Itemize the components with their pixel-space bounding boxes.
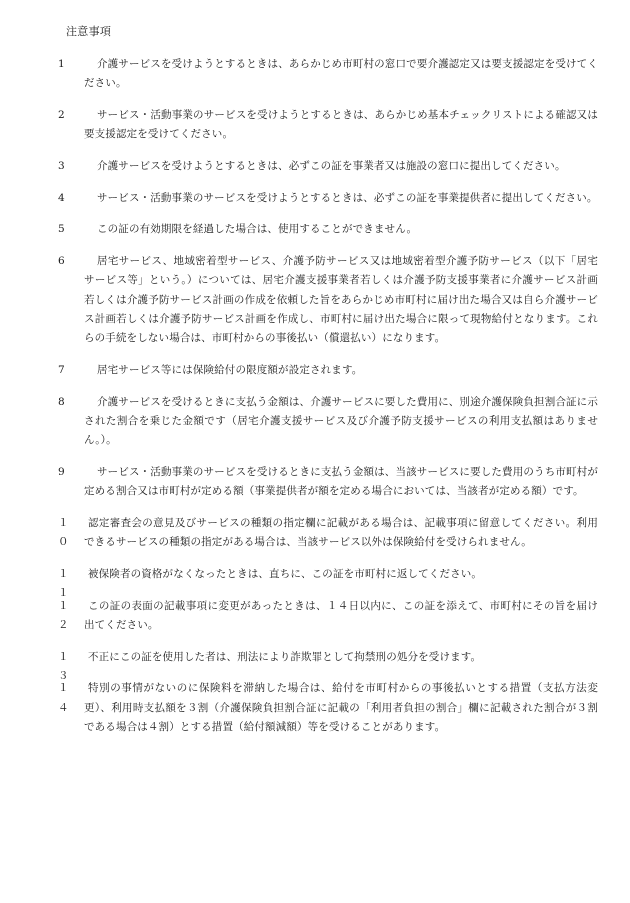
note-text: 居宅サービス等には保険給付の限度額が設定されます。 <box>97 364 363 376</box>
note-number: 8 <box>58 395 65 408</box>
note-item-4 <box>58 189 598 208</box>
note-text: 被保険者の資格がなくなったときは、直ちに、この証を市町村に返してください。 <box>88 568 483 580</box>
note-text: 認定審査会の意見及びサービスの種類の指定欄に記載がある場合は、記載事項に留意してください。利用できるサービスの種類の指定がある場合は、当該サービス以外は保険給付を受けられません。 <box>84 517 598 549</box>
notes-list <box>58 55 598 750</box>
note-item-10 <box>58 514 598 553</box>
note-number: 5 <box>58 223 65 236</box>
note-item-8 <box>58 393 598 451</box>
note-item-3 <box>58 157 598 176</box>
note-item-13 <box>58 648 598 682</box>
note-text: 介護サービスを受けようとするときは、必ずこの証を事業者又は施設の窓口に提出してください。 <box>97 160 566 172</box>
note-number: 1 <box>58 58 65 70</box>
note-number: １４ <box>58 682 72 714</box>
note-text: この証の表面の記載事項に変更があったときは、１４日以内に、この証を添えて、市町村にその旨を届け出てください。 <box>84 599 598 631</box>
note-number: １３ <box>58 650 72 682</box>
note-item-5 <box>58 220 598 239</box>
note-number: 7 <box>58 364 65 376</box>
note-item-2 <box>58 106 598 145</box>
note-text: 介護サービスを受けようとするときは、あらかじめ市町村の窓口で要介護認定又は要支援認定を受けてください。 <box>84 58 598 90</box>
note-number: 4 <box>58 191 65 204</box>
note-number: 6 <box>58 254 65 267</box>
note-number: １０ <box>58 517 72 549</box>
note-text: 不正にこの証を使用した者は、刑法により詐欺罪として拘禁刑の処分を受けます。 <box>88 650 482 663</box>
note-text: 介護サービスを受けるときに支払う金額は、介護サービスに要した費用に、別途介護保険負担割合証に示された割合を乗じた金額です（居宅介護支援サービス及び介護予防支援サービスの利用支払額はありません。）。 <box>84 395 598 447</box>
note-text: 特別の事情がないのに保険料を滞納した場合は、給付を市町村からの事後払いとする措置（支払方法変更）、利用時支払額を３割（介護保険負担割合証に記載の「利用者負担の割合」欄に記載された割合が３割である場合は４割）とする措置（給付額減額）等を受けることがあります。 <box>84 682 598 733</box>
note-item-7 <box>58 361 598 380</box>
note-number: １２ <box>58 599 72 631</box>
note-item-11 <box>58 565 598 600</box>
note-number: １１ <box>58 568 72 600</box>
note-text: サービス・活動事業のサービスを受けようとするときは、あらかじめ基本チェックリストによる確認又は要支援認定を受けてください。 <box>84 109 598 141</box>
note-text: この証の有効期限を経過した場合は、使用することができません。 <box>97 223 418 236</box>
note-item-1 <box>58 55 598 94</box>
note-number: 9 <box>58 466 65 478</box>
note-item-14 <box>58 679 598 737</box>
note-text: サービス・活動事業のサービスを受けようとするときは、必ずこの証を事業提供者に提出してください。 <box>97 191 598 204</box>
note-text: 居宅サービス、地域密着型サービス、介護予防サービス又は地域密着型介護予防サービス（以下「居宅サービス等」という。）については、居宅介護支援事業者若しくは介護予防支援事業者に介護サービス計画若しくは介護予防サービス計画の作成を依頼した旨をあらかじめ市町村に届け出た場合又は自ら介護サービス計画若しくは介護予防サービス計画を作成し、市町村に届け出た場合に限って現物給付となります。これらの手続をしない場合は、市町村からの事後払い（償還払い）になります。 <box>84 254 598 345</box>
note-item-6 <box>58 252 598 349</box>
note-number: 2 <box>58 109 65 121</box>
note-text: サービス・活動事業のサービスを受けるときに支払う金額は、当該サービスに要した費用のうち市町村が定める割合又は市町村が定める額（事業提供者が額を定める場合においては、当該者が定める額）です。 <box>84 466 598 498</box>
note-item-12 <box>58 597 598 636</box>
page-heading: 注意事項 <box>66 25 112 38</box>
note-item-9 <box>58 463 598 502</box>
note-number: 3 <box>58 160 65 172</box>
